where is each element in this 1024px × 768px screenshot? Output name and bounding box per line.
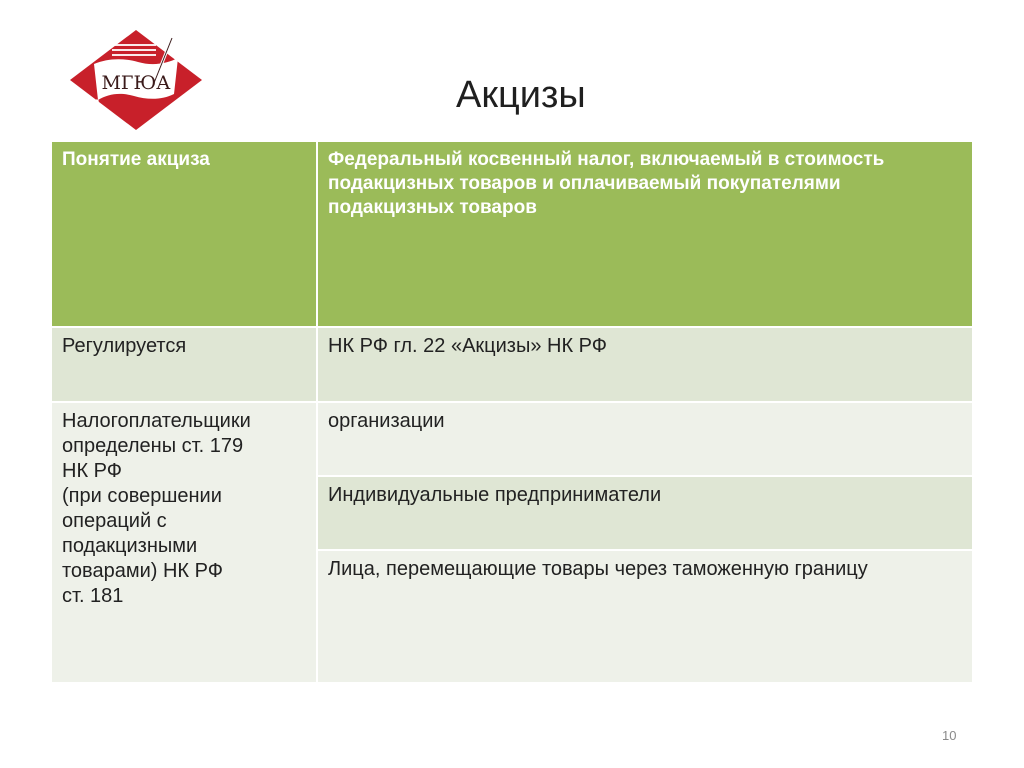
payer-item-entrepreneurs (318, 477, 972, 551)
payers-label-line: (при совершении (62, 485, 222, 507)
payers-label-line: определены ст. 179 (62, 435, 244, 457)
header-label-cell (52, 142, 318, 328)
regulation-value-cell (318, 328, 972, 403)
payer-item-organizations (318, 403, 972, 477)
payers-label-line: операций с (62, 510, 167, 532)
header-value-cell (318, 142, 972, 328)
payer-item-text: Индивидуальные предприниматели (328, 484, 662, 506)
header-label: Понятие акциза (62, 149, 210, 170)
payer-item-text: Лица, перемещающие товары через таможенную границу (328, 558, 868, 580)
payers-label-line: подакцизными (62, 535, 198, 557)
slide-title: Акцизы (456, 74, 586, 116)
page-number: 10 (942, 728, 957, 743)
excise-table (52, 142, 972, 682)
payers-label-cell (52, 403, 318, 682)
regulation-label: Регулируется (62, 335, 187, 357)
payer-item-text: организации (328, 410, 445, 432)
payers-label-line: Налогоплательщики (62, 410, 251, 432)
payers-label-line: ст. 181 (62, 585, 124, 607)
regulation-value: НК РФ гл. 22 «Акцизы» НК РФ (328, 335, 608, 357)
header-value: Федеральный косвенный налог, включаемый в стоимость подакцизных товаров и оплачиваемый покупателями подакцизных товаров (328, 149, 885, 218)
regulation-label-cell (52, 328, 318, 403)
academy-logo (68, 28, 204, 132)
payers-label-line: товарами) НК РФ (62, 560, 223, 582)
payers-label-line: НК РФ (62, 460, 122, 482)
logo-text: МГЮА (101, 72, 171, 94)
payer-item-border-movers (318, 551, 972, 682)
